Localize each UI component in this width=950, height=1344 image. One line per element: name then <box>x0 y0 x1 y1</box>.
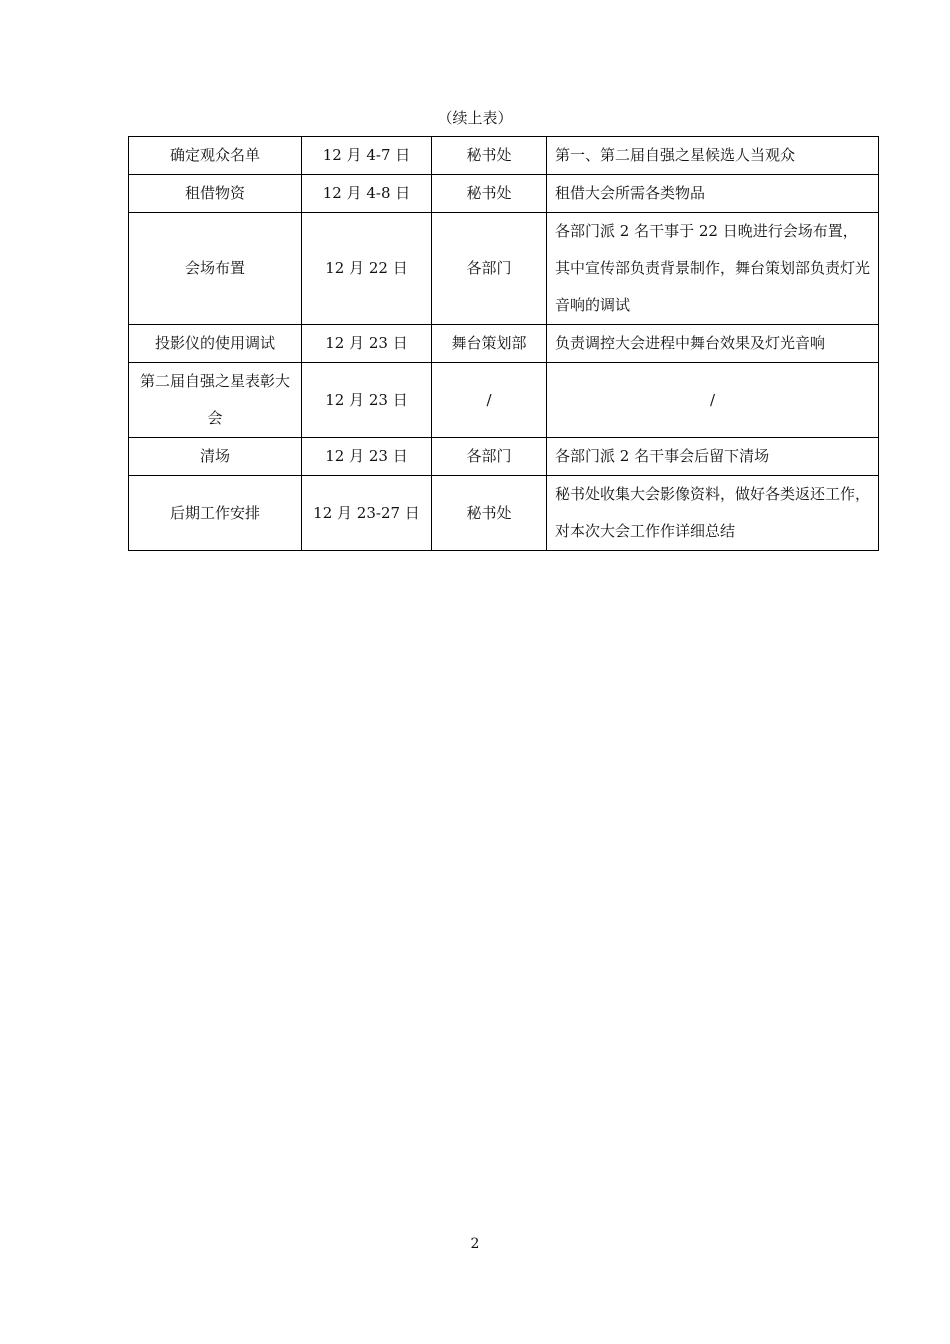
table-row <box>129 137 879 175</box>
task-cell: 投影仪的使用调试 <box>129 325 302 363</box>
date-cell: 12 月 4-7 日 <box>302 137 432 175</box>
task-cell: 后期工作安排 <box>129 476 302 551</box>
date-cell: 12 月 4-8 日 <box>302 175 432 213</box>
table-caption: （续上表） <box>437 109 513 127</box>
department-cell: 秘书处 <box>432 175 547 213</box>
note-cell: 各部门派 2 名干事会后留下清场 <box>547 438 879 476</box>
table-row <box>129 438 879 476</box>
task-cell: 会场布置 <box>129 213 302 325</box>
department-cell: 秘书处 <box>432 476 547 551</box>
note-cell: 各部门派 2 名干事于 22 日晚进行会场布置，其中宣传部负责背景制作，舞台策划部负责灯光音响的调试 <box>547 213 879 325</box>
date-cell: 12 月 23 日 <box>302 363 432 438</box>
department-cell: 各部门 <box>432 213 547 325</box>
schedule-table <box>128 136 879 551</box>
date-cell: 12 月 23 日 <box>302 438 432 476</box>
department-cell: 舞台策划部 <box>432 325 547 363</box>
note-cell: 租借大会所需各类物品 <box>547 175 879 213</box>
date-cell: 12 月 23 日 <box>302 325 432 363</box>
task-cell: 第二届自强之星表彰大会 <box>129 363 302 438</box>
table-row <box>129 363 879 438</box>
table-row <box>129 213 879 325</box>
department-cell: 各部门 <box>432 438 547 476</box>
table-row <box>129 476 879 551</box>
note-cell: 秘书处收集大会影像资料，做好各类返还工作，对本次大会工作作详细总结 <box>547 476 879 551</box>
page-number: 2 <box>470 1236 480 1252</box>
department-cell: 秘书处 <box>432 137 547 175</box>
task-cell: 清场 <box>129 438 302 476</box>
date-cell: 12 月 23-27 日 <box>302 476 432 551</box>
table-row <box>129 175 879 213</box>
note-cell: 第一、第二届自强之星候选人当观众 <box>547 137 879 175</box>
task-cell: 确定观众名单 <box>129 137 302 175</box>
department-cell: / <box>432 363 547 438</box>
note-cell: 负责调控大会进程中舞台效果及灯光音响 <box>547 325 879 363</box>
task-cell: 租借物资 <box>129 175 302 213</box>
table-row <box>129 325 879 363</box>
date-cell: 12 月 22 日 <box>302 213 432 325</box>
note-cell: / <box>547 363 879 438</box>
